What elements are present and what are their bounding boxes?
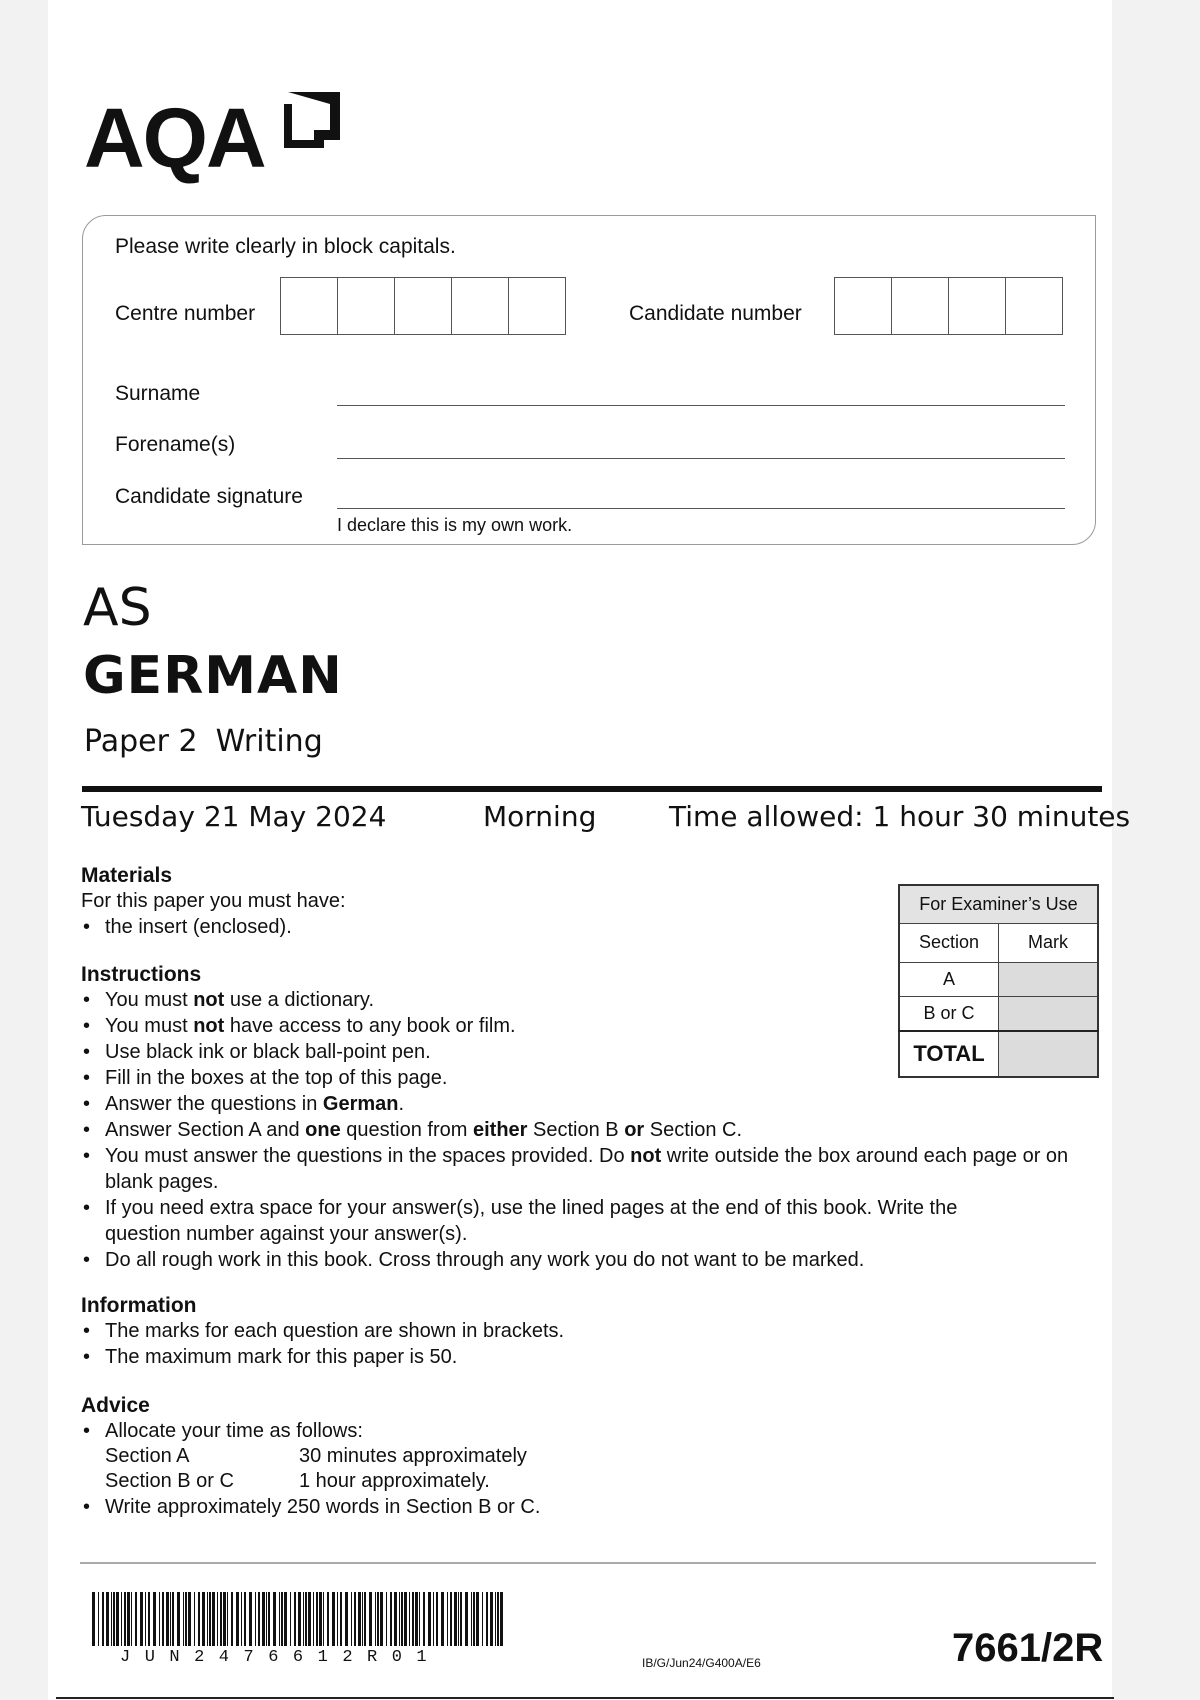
barcode-bar [454,1592,457,1646]
centre-number-label: Centre number [115,302,256,325]
title-rule [82,786,1102,792]
barcode-bar [473,1592,475,1646]
barcode-bar [140,1592,143,1646]
barcode-bar [399,1592,400,1646]
list-item: • The marks for each question are shown in brackets. [81,1318,981,1344]
footer-divider [80,1562,1096,1564]
aqa-logo: AQA [84,91,265,185]
barcode-bar [458,1592,459,1646]
barcode-bar [220,1592,222,1646]
barcode-bar [298,1592,301,1646]
declaration-text: I declare this is my own work. [337,515,573,535]
materials-section [81,864,841,940]
barcode-bar [313,1592,314,1646]
list-item: • Allocate your time as follows: [81,1418,981,1444]
digit-box[interactable] [452,278,509,334]
list-item: • the insert (enclosed). [81,914,841,940]
barcode-bar [486,1592,488,1646]
digit-box[interactable] [509,278,565,334]
barcode-bar [279,1592,280,1646]
barcode-bar [131,1592,132,1646]
barcode-bar [362,1592,363,1646]
barcode-bar [404,1592,407,1646]
barcode-bar [172,1592,174,1646]
advice-list [81,1418,981,1444]
barcode-bar [345,1592,348,1646]
barcode-bar [305,1592,307,1646]
list-item: • Use black ink or black ball-point pen. [81,1039,1081,1065]
mark-column-header: Mark [999,923,1099,962]
paper-component: Writing [215,724,323,759]
allocation-row: Section B or C 1 hour approximately. [105,1470,490,1492]
barcode-bar [241,1592,242,1646]
barcode-bar [319,1592,322,1646]
barcode-bar [106,1592,109,1646]
barcode-bar [290,1592,291,1646]
barcode-bar [308,1592,311,1646]
barcode-bar [255,1592,256,1646]
section-cell: A [899,962,999,996]
barcode-bar [145,1592,146,1646]
barcode-bar [258,1592,260,1646]
barcode-image [92,1592,504,1646]
barcode-bar [441,1592,444,1646]
list-item: • Write approximately 250 words in Section B or C. [81,1494,981,1520]
barcode-bar [198,1592,200,1646]
list-item: • You must not have access to any book or film. [81,1013,1081,1039]
exam-date: Tuesday 21 May 2024 [81,800,387,833]
barcode-bar [364,1592,366,1646]
barcode-bar [121,1592,122,1646]
barcode-bar [162,1592,164,1646]
list-item: • The maximum mark for this paper is 50. [81,1344,981,1370]
barcode-bar [337,1592,338,1646]
signature-field[interactable] [337,508,1065,509]
barcode-bar [185,1592,187,1646]
barcode-bar [268,1592,270,1646]
barcode-bar [294,1592,296,1646]
page-bottom-rule [56,1697,1114,1699]
barcode-bar [436,1592,438,1646]
section-cell: B or C [899,996,999,1031]
information-section [81,1294,981,1370]
barcode-bar [394,1592,397,1646]
paper-reference: IB/G/Jun24/G400A/E6 [642,1656,761,1670]
advice-section [81,1394,981,1520]
barcode-bar [409,1592,410,1646]
block-capitals-instruction: Please write clearly in block capitals. [115,235,456,258]
materials-heading: Materials [81,864,173,887]
mark-cell [999,962,1099,996]
barcode-bar [303,1592,304,1646]
surname-field[interactable] [337,405,1065,406]
surname-label: Surname [115,382,201,405]
information-list [81,1318,981,1370]
advice-heading: Advice [81,1394,150,1417]
digit-box[interactable] [892,278,949,334]
list-item: • Answer the questions in German. [81,1091,1081,1117]
instructions-heading: Instructions [81,963,202,986]
time-allowed: Time allowed: 1 hour 30 minutes [669,800,1131,833]
barcode-bar [433,1592,434,1646]
subject-title: GERMAN [83,646,343,706]
barcode-bar [273,1592,276,1646]
barcode-bar [236,1592,239,1646]
barcode-bar [358,1592,361,1646]
barcode-bar [460,1592,462,1646]
barcode-bar [428,1592,431,1646]
barcode-bar [354,1592,356,1646]
barcode-bar [135,1592,137,1646]
list-item: • Do all rough work in this book. Cross through any work you do not want to be marked. [81,1247,1081,1273]
barcode-bar [471,1592,472,1646]
exam-session: Morning [483,800,597,833]
barcode-bar [332,1592,335,1646]
barcode-bar [281,1592,283,1646]
digit-box[interactable] [835,278,892,334]
barcode-bar [415,1592,418,1646]
information-heading: Information [81,1294,197,1317]
barcode-bar [377,1592,379,1646]
barcode-bar [194,1592,195,1646]
allocation-row: Section A 30 minutes approximately [105,1445,527,1467]
barcode-bar [217,1592,218,1646]
barcode-bar [116,1592,119,1646]
barcode-bar [98,1592,99,1646]
barcode-bar [177,1592,180,1646]
barcode-bar [153,1592,156,1646]
barcode-bar [423,1592,425,1646]
barcode-bar [401,1592,403,1646]
barcode-bar [412,1592,414,1646]
barcode-bar [92,1592,95,1646]
barcode-bar [500,1592,503,1646]
barcode-bar [124,1592,126,1646]
barcode-bar [323,1592,324,1646]
barcode-bar [369,1592,372,1646]
list-item: • Answer Section A and one question from either Section B or Section C. [81,1117,1081,1143]
barcode-bar [375,1592,376,1646]
barcode-bar [262,1592,265,1646]
centre-number-boxes[interactable] [280,277,566,335]
aqa-logo-mark-icon [284,90,342,150]
barcode-bar [159,1592,160,1646]
barcode-bar [170,1592,171,1646]
barcode-bar [390,1592,392,1646]
total-label: TOTAL [899,1031,999,1077]
barcode-bar [102,1592,104,1646]
candidate-number-boxes[interactable] [834,277,1063,335]
barcode-bar [327,1592,329,1646]
candidate-number-label: Candidate number [629,302,802,325]
barcode-bar [482,1592,483,1646]
barcode-bar [465,1592,468,1646]
barcode-bar [284,1592,287,1646]
digit-box[interactable] [949,278,1006,334]
barcode-bar [127,1592,130,1646]
barcode-bar [212,1592,215,1646]
barcode-bar [497,1592,499,1646]
barcode-bar [148,1592,150,1646]
list-item: • Fill in the boxes at the top of this page. [81,1065,1081,1091]
forenames-label: Forename(s) [115,433,236,456]
barcode-bar [202,1592,205,1646]
digit-box[interactable] [1006,278,1062,334]
barcode-bar [490,1592,493,1646]
barcode-bar [316,1592,318,1646]
barcode-text: JUN2476612R01 [120,1648,442,1667]
mark-cell [999,996,1099,1031]
list-item: • You must not use a dictionary. [81,987,1081,1013]
barcode-bar [166,1592,169,1646]
barcode-bar [419,1592,420,1646]
examiner-table-title: For Examiner’s Use [899,885,1098,923]
list-item: • You must answer the questions in the spaces provided. Do not write outside the box around each page or on blank pages. [81,1143,1085,1195]
barcode-bar [447,1592,448,1646]
barcode-bar [340,1592,342,1646]
barcode-bar [183,1592,184,1646]
digit-box[interactable] [395,278,452,334]
barcode-bar [227,1592,228,1646]
barcode-bar [476,1592,479,1646]
qualification-level: AS [83,578,152,638]
materials-list [81,914,841,940]
total-mark-cell [999,1031,1099,1077]
digit-box[interactable] [338,278,395,334]
barcode-bar [495,1592,496,1646]
barcode-bar [450,1592,452,1646]
paper-title [84,724,323,759]
paper-number: Paper 2 [84,724,198,759]
barcode-bar [386,1592,387,1646]
barcode-bar [188,1592,191,1646]
barcode-bar [351,1592,352,1646]
barcode-bar [111,1592,112,1646]
barcode-bar [113,1592,115,1646]
examiner-use-table [898,884,1099,1078]
barcode-bar [207,1592,208,1646]
barcode-bar [244,1592,246,1646]
barcode-bar [209,1592,211,1646]
barcode-bar [380,1592,383,1646]
signature-label: Candidate signature [115,485,303,508]
list-item: • If you need extra space for your answer(s), use the lined pages at the end of this book. Write the question number against your answer(s). [81,1195,965,1247]
section-column-header: Section [899,923,999,962]
barcode-bar [249,1592,252,1646]
materials-intro: For this paper you must have: [81,890,346,912]
paper-code: 7661/2R [952,1626,1104,1670]
barcode-bar [266,1592,267,1646]
barcode-bar [231,1592,233,1646]
digit-box[interactable] [281,278,338,334]
barcode-bar [223,1592,226,1646]
forenames-field[interactable] [337,458,1065,459]
